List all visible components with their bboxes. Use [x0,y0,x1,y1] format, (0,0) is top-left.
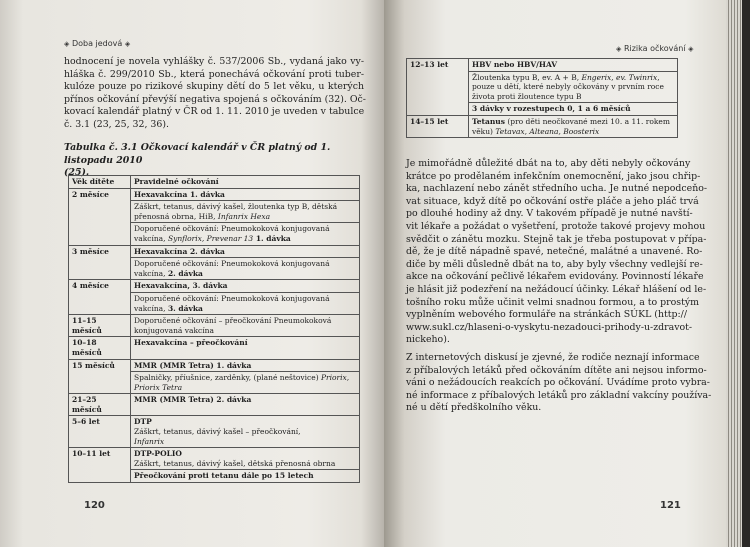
column-header-vaccination: Pravidelné očkování [131,176,360,189]
table-caption-line: (25). [64,167,90,179]
age-text: 14–15 let [410,116,449,126]
age-text: 2 měsíce [72,189,109,199]
text-line: dě, že je dítě nápadně spavé, netečné, malátné a unavené. Ro- [406,246,703,258]
age-text: 3 měsíce [72,246,109,256]
vaccination-table-continued [406,58,678,138]
age-cell [407,59,469,116]
vaccination-cell [469,103,678,116]
text-line: vit lékaře a požádat o vyšetření, protože takové projevy mohou [406,220,706,232]
vaccination-cell [131,416,360,448]
dose-label: 1. dávka [253,233,291,243]
vaccination-table [68,175,360,483]
age-text: 15 měsíců [72,360,115,370]
text-line: vat situace, když dítě po očkování ostře pláče a jeho pláč trvá [406,195,699,207]
table-row [407,115,678,137]
vaccine-name: DTP [134,417,152,427]
vaccination-cell [131,359,360,372]
age-cell [69,337,131,359]
vaccine-brand: Tetavax, Alteana, Boosterix [495,126,600,136]
vaccination-cell [131,470,360,483]
age-text: 10–11 let [72,449,111,459]
text-line: nickeho). [406,334,450,346]
vaccine-name: Hexavakcína 1. dávka [134,189,225,199]
vaccine-brand: Priorix, Priorix Tetra [134,373,350,392]
vaccination-cell [131,372,360,394]
text-line: vyplněním webového formuláře na stránkách SÚKL (http:// [406,309,688,321]
vaccination-cell [131,448,360,470]
table-row [69,416,360,448]
vaccine-name: Hexavakcína 2. dávka [134,246,225,256]
text-line: č. 3.1 (23, 25, 32, 36). [64,118,169,130]
table-row [69,359,360,372]
vaccination-cell [131,258,360,280]
age-cell [69,188,131,245]
vaccine-name: Hexavakcína – přeočkování [134,338,248,348]
left-intro-paragraph [64,56,364,132]
vaccine-detail: , pouze u dětí, které nebyly očkovány v prvním roce života proti žloutence typu B [472,72,664,101]
vaccine-brand: Infanrix [134,436,165,446]
text-line: váni o nežádoucích reakcích po očkování. Uvádíme proto vybra- [406,377,710,389]
vaccination-cell [131,223,360,245]
vaccine-brand: Synflorix, Prevenar 13 [167,233,254,243]
text-line: svědčit o zánětu mozku. Stejně tak je třeba postupovat v přípa- [406,233,707,245]
vaccination-cell [131,394,360,416]
diamond-icon: ◈ [688,45,694,53]
age-cell [69,280,131,315]
left-running-header [64,39,130,48]
text-line: Z internetových diskusí je zjevné, že rodiče neznají informace [406,352,700,363]
age-text: 21–25 měsíců [72,395,102,414]
text-line: z příbalových letáků před očkováním dítěte ani nejsou informo- [406,364,707,376]
age-cell [69,359,131,394]
text-line: po dlouhé hodiny až dny. V takovém případě je nutné navští- [406,208,693,220]
vaccination-cell [469,71,678,103]
book-page-edges [726,0,750,547]
table-caption-line: Tabulka č. 3.1 Očkovací kalendář v ČR platný od 1. listopadu 2010 [64,142,331,166]
vaccine-detail: Záškrt, tetanus, dávivý kašel, dětská přenosná obrna [134,458,336,468]
left-page-number: 120 [84,500,105,511]
text-line: Je mimořádně důležité dbát na to, aby děti nebyly očkovány [406,158,691,169]
table-row [407,59,678,72]
text-line: www.sukl.cz/hlaseni-o-vyskytu-nezadouci-prihody-u-zdravot- [406,321,693,333]
vaccine-detail: Záškrt, tetanus, dávivý kašel, žloutenka typ B, dětská přenosná obrna, HiB, [134,202,338,221]
text-line: né u dětí předškolního věku. [406,402,542,414]
age-text: 4 měsíce [72,281,109,291]
age-text: 5–6 let [72,417,100,427]
vaccine-detail: Doporučené očkování: Pneumokoková konjugovaná vakcína, [134,224,330,243]
table-row [69,245,360,258]
dose-label: 2. dávka [167,268,203,278]
diamond-icon: ◈ [616,45,622,53]
text-line: akce na očkování pečlivě lékařem evidovány. Povinností lékaře [406,271,704,283]
text-line: diče by měli důsledně dbát na to, aby byly všechny vedlejší re- [406,258,703,270]
vaccine-name: MMR (MMR Tetra) 1. dávka [134,360,252,370]
text-line: tošního roku může učinit velmi snadnou formou, a to prostým [406,296,700,308]
vaccination-cell [469,115,678,137]
text-line: hláška č. 299/2010 Sb., která ponechává očkování proti tuber- [64,68,364,80]
right-header-text: Rizika očkování [623,44,686,53]
vaccine-detail: Doporučené očkování: Pneumokoková konjugovaná vakcína, [134,293,330,313]
table-row [69,394,360,416]
vaccine-name: Hexavakcína, 3. dávka [134,281,228,291]
age-cell [69,394,131,416]
text-line: né informace z příbalových letáků pro základní vakcíny používa- [406,389,712,401]
age-cell [69,448,131,483]
vaccination-cell [131,280,360,293]
vaccination-cell [131,201,360,223]
vaccine-detail: Spalničky, příušnice, zarděnky, (plané neštovice) [134,373,322,383]
vaccination-cell [469,59,678,72]
text-line: přínos očkování převýší negativa spojená s očkováním (32). Oč- [64,93,366,105]
right-paragraph-1 [406,158,708,347]
vaccine-name: DTP-POLIO [134,449,182,459]
vaccine-detail: Záškrt, tetanus, dávivý kašel – přeočkování, [134,427,301,437]
vaccination-cell [131,188,360,201]
left-header-text: Doba jedová [71,39,123,48]
right-page-number: 121 [660,500,681,511]
vaccination-cell [131,315,360,337]
vaccine-detail: Žloutenka typu B, ev. A + B, [472,72,582,82]
table-header-row [69,176,360,189]
text-line: hodnocení je novela vyhlášky č. 537/2006 Sb., vydaná jako vy- [64,56,364,67]
age-cell [69,245,131,280]
right-page [384,0,726,547]
vaccine-brand: Infanrix Hexa [217,211,271,221]
vaccine-name: Přeočkování proti tetanu dále po 15 letech [134,471,314,481]
vaccine-name: Tetanus [472,116,505,126]
diamond-icon: ◈ [64,40,70,48]
diamond-icon: ◈ [124,40,131,48]
right-paragraph-2 [406,352,712,415]
column-header-age: Věk dítěte [69,176,131,189]
text-line: kulóze pouze po rizikové skupiny dětí do 5 let věku, u kterých [64,81,364,93]
vaccine-detail: (pro děti neočkované mezi 10. a 11. rokem věku) [472,116,670,136]
age-text: 12–13 let [410,60,449,69]
text-line: ka, nachlazení nebo zánět středního ucha. Je nutné nepodceňo- [406,183,708,195]
table-row [69,280,360,293]
vaccine-detail: Doporučené očkování: Pneumokoková konjugovaná vakcína, [134,259,330,278]
dose-label: 3. dávka [167,303,203,313]
vaccine-brand: Engerix, ev. Twinrix [581,72,658,82]
age-text: 11–15 měsíců [72,316,102,335]
text-line: je hlásit již podezření na nežádoucí účinky. Lékař hlášení od le- [406,283,707,295]
table-row [69,337,360,359]
age-cell [69,416,131,448]
vaccination-cell [131,337,360,359]
vaccine-detail: Doporučené očkování – přeočkování Pneumokoková konjugovaná vakcína [134,316,332,335]
vaccine-name: MMR (MMR Tetra) 2. dávka [134,395,252,405]
age-cell [407,115,469,137]
table-row [69,188,360,201]
age-text: 10–18 měsíců [72,338,102,357]
right-running-header [616,44,693,53]
text-line: krátce po prodělaném infekčním onemocnění, jako jsou chřip- [406,170,701,182]
vaccine-name: HBV nebo HBV/HAV [472,60,558,69]
vaccination-cell [131,245,360,258]
table-row [69,315,360,337]
vaccination-cell [131,292,360,314]
age-cell [69,315,131,337]
text-line: kovací kalendář platný v ČR od 1. 11. 2010 je uveden v tabulce [64,106,365,118]
table-row [69,448,360,470]
vaccine-name: 3 dávky v rozestupech 0, 1 a 6 měsíců [472,104,631,114]
